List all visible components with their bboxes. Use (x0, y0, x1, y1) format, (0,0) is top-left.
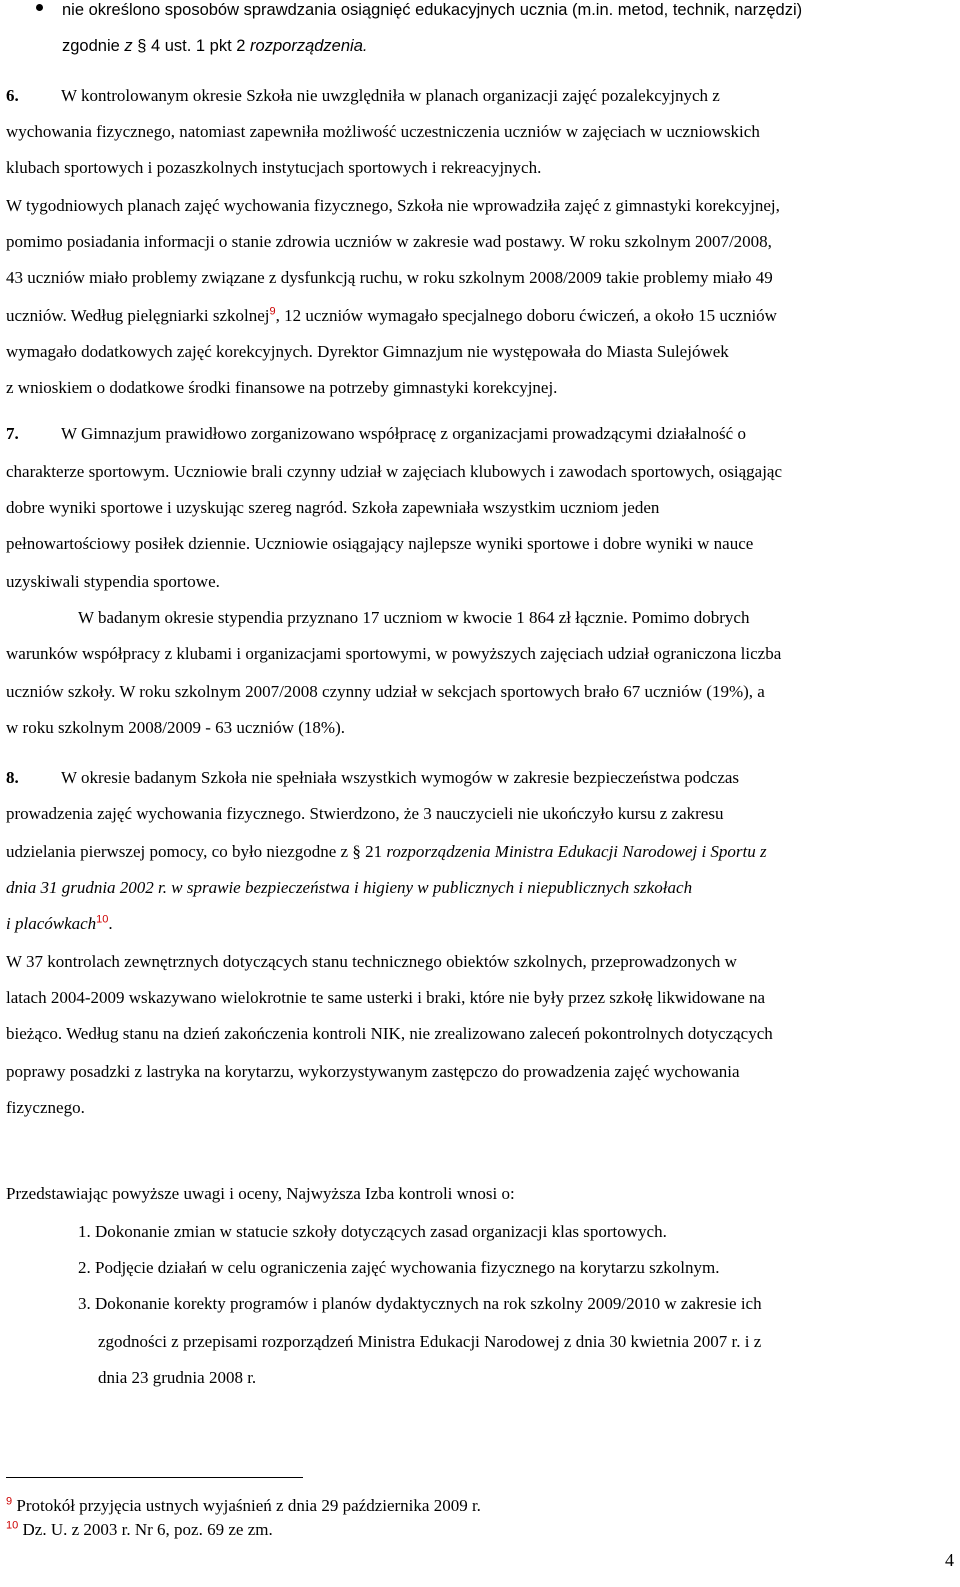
footnote-10 (6, 1520, 273, 1540)
page-number: 4 (945, 1550, 954, 1570)
section-8-text: . (108, 914, 113, 933)
section-number: 7. (6, 424, 19, 443)
section-8-line-3 (6, 842, 767, 862)
footnote-text: Protokół przyjęcia ustnych wyjaśnień z dnia 29 października 2009 r. (16, 1496, 481, 1515)
regulation-title: rozporządzenia Ministra Edukacji Narodowej i Sportu z (386, 842, 767, 861)
footnote-reference[interactable]: 9 (269, 305, 276, 318)
section-8-line-5 (6, 914, 113, 934)
section-8-line-10: fizycznego. (6, 1098, 85, 1117)
section-6-line-3: klubach sportowych i pozaszkolnych instytucjach sportowych i rekreacyjnych. (6, 158, 542, 177)
conclusion-item-2: 2. Podjęcie działań w celu ograniczenia zajęć wychowania fizycznego na korytarzu szkolnym. (78, 1258, 720, 1277)
footnote-reference[interactable]: 10 (96, 913, 109, 926)
bullet-text-line-1: nie określono sposobów sprawdzania osiągnięć edukacyjnych ucznia (m.in. metod, technik, narzędzi) (62, 1, 803, 19)
section-6-text: , 12 uczniów wymagało specjalnego doboru ćwiczeń, a około 15 uczniów (275, 306, 777, 325)
regulation-title: i placówkach (6, 914, 97, 933)
section-7-line-1 (6, 424, 746, 444)
bullet-icon (36, 4, 43, 11)
section-7-line-4: pełnowartościowy posiłek dziennie. Uczniowie osiągający najlepsze wyniki sportowe i dobre wyniki w nauce (6, 534, 754, 553)
conclusions-intro: Przedstawiając powyższe uwagi i oceny, Najwyższa Izba kontroli wnosi o: (6, 1184, 515, 1203)
section-6-line-4: W tygodniowych planach zajęć wychowania fizycznego, Szkoła nie wprowadziła zajęć z gimnastyki korekcyjnej, (6, 196, 780, 215)
footnote-marker: 9 (6, 1495, 13, 1508)
section-8-line-2: prowadzenia zajęć wychowania fizycznego. Stwierdzono, że 3 nauczycieli nie ukończyło kursu z zakresu (6, 804, 724, 823)
footnote-9 (6, 1496, 481, 1516)
section-7-line-2: charakterze sportowym. Uczniowie brali czynny udział w zajęciach klubowych i zawodach sportowych, osiągając (6, 462, 783, 481)
footnote-separator (6, 1477, 303, 1478)
footnote-marker: 10 (6, 1519, 19, 1532)
section-8-line-4: dnia 31 grudnia 2002 r. w sprawie bezpieczeństwa i higieny w publicznych i niepublicznych szkołach (6, 878, 693, 897)
section-6-line-5: pomimo posiadania informacji o stanie zdrowia uczniów w zakresie wad postawy. W roku szkolnym 2007/2008, (6, 232, 772, 251)
conclusion-item-3-line-1: 3. Dokonanie korekty programów i planów dydaktycznych na rok szkolny 2009/2010 w zakresie ich (78, 1294, 762, 1313)
conclusion-item-3-line-3: dnia 23 grudnia 2008 r. (98, 1368, 257, 1387)
section-7-text: W Gimnazjum prawidłowo zorganizowano współpracę z organizacjami prowadzącymi działalność o (61, 424, 746, 443)
section-7-line-7: warunków współpracy z klubami i organizacjami sportowymi, w powyższych zajęciach udział ograniczona liczba (6, 644, 782, 663)
section-6-line-2: wychowania fizycznego, natomiast zapewniła możliwość uczestniczenia uczniów w zajęciach w uczniowskich (6, 122, 760, 141)
section-7-line-5: uzyskiwali stypendia sportowe. (6, 572, 220, 591)
section-6-text: uczniów. Według pielęgniarki szkolnej (6, 306, 270, 325)
section-number: 8. (6, 768, 19, 787)
section-7-line-6: W badanym okresie stypendia przyznano 17 uczniom w kwocie 1 864 zł łącznie. Pomimo dobrych (78, 608, 750, 627)
section-8-line-6: W 37 kontrolach zewnętrznych dotyczących stanu technicznego obiektów szkolnych, przeprowadzonych w (6, 952, 737, 971)
section-8-line-8: bieżąco. Według stanu na dzień zakończenia kontroli NIK, nie zrealizowano zaleceń pokontrolnych dotyczących (6, 1024, 773, 1043)
section-6-line-1 (6, 86, 720, 106)
section-8-line-1 (6, 768, 739, 788)
section-7-line-9: w roku szkolnym 2008/2009 - 63 uczniów (18%). (6, 718, 346, 737)
section-6-line-7 (6, 306, 777, 326)
conclusion-item-1: 1. Dokonanie zmian w statucie szkoły dotyczących zasad organizacji klas sportowych. (78, 1222, 667, 1241)
section-6-line-6: 43 uczniów miało problemy związane z dysfunkcją ruchu, w roku szkolnym 2008/2009 takie problemy miało 49 (6, 268, 773, 287)
section-7-line-3: dobre wyniki sportowe i uzyskując szereg nagród. Szkoła zapewniała wszystkim uczniom jeden (6, 498, 660, 517)
section-6-line-8: wymagało dodatkowych zajęć korekcyjnych. Dyrektor Gimnazjum nie występowała do Miasta Sulejówek (6, 342, 729, 361)
section-6-text: W kontrolowanym okresie Szkoła nie uwzględniła w planach organizacji zajęć pozalekcyjnych z (61, 86, 720, 105)
section-8-line-9: poprawy posadzki z lastryka na korytarzu, wykorzystywanym zastępczo do prowadzenia zajęć wychowania (6, 1062, 740, 1081)
conclusion-item-3-line-2: zgodności z przepisami rozporządzeń Ministra Edukacji Narodowej z dnia 30 kwietnia 2007 r. i z (98, 1332, 762, 1351)
section-number: 6. (6, 86, 19, 105)
bullet-text-line-2: zgodnie z § 4 ust. 1 pkt 2 rozporządzenia. (62, 37, 368, 55)
section-8-text: W okresie badanym Szkoła nie spełniała wszystkich wymogów w zakresie bezpieczeństwa podczas (61, 768, 740, 787)
section-8-text: udzielania pierwszej pomocy, co było niezgodne z § 21 (6, 842, 387, 861)
footnote-text: Dz. U. z 2003 r. Nr 6, poz. 69 ze zm. (22, 1520, 273, 1539)
section-8-line-7: latach 2004-2009 wskazywano wielokrotnie te same usterki i braki, które nie były przez szkołę likwidowane na (6, 988, 766, 1007)
section-7-line-8: uczniów szkoły. W roku szkolnym 2007/2008 czynny udział w sekcjach sportowych brało 67 uczniów (19%), a (6, 682, 765, 701)
section-6-line-9: z wnioskiem o dodatkowe środki finansowe na potrzeby gimnastyki korekcyjnej. (6, 378, 558, 397)
